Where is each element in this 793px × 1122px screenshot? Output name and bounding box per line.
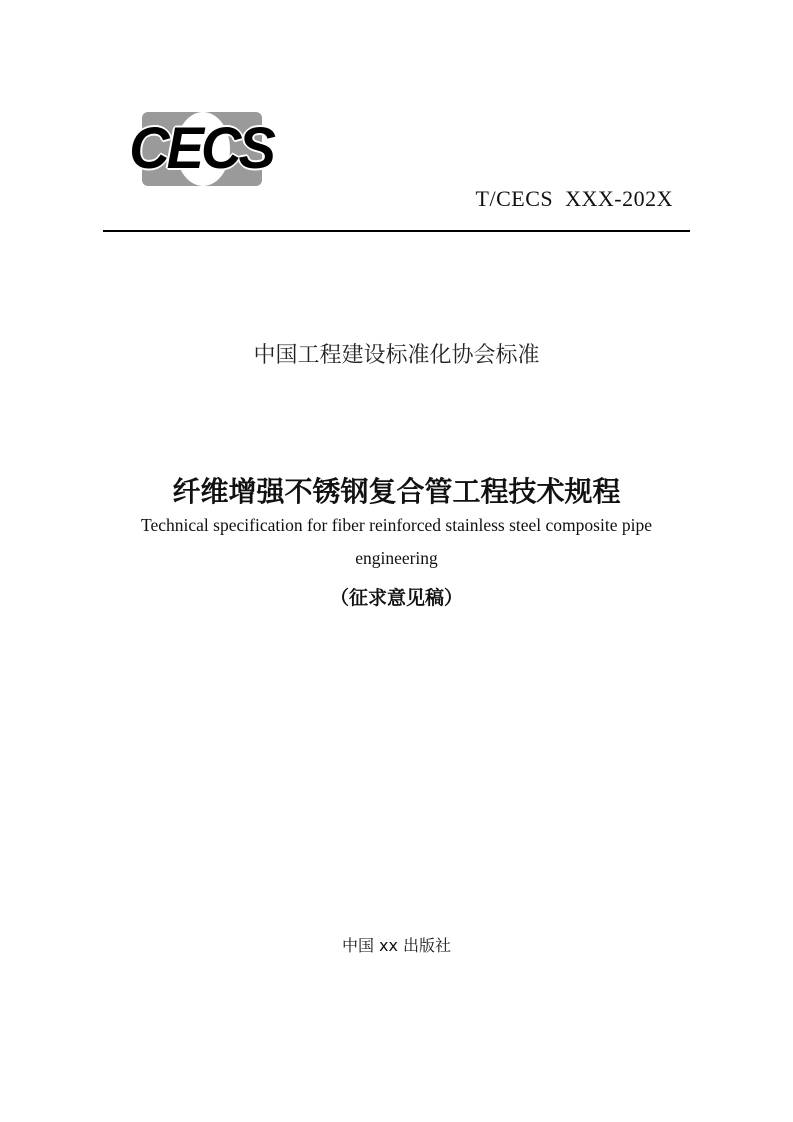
logo-text: CECS xyxy=(129,114,273,181)
publisher: 中国 xx 出版社 xyxy=(341,936,452,955)
organization-name: 中国工程建设标准化协会标准 xyxy=(253,343,540,368)
draft-label: （征求意见稿） xyxy=(329,587,463,609)
document-title-en-line1: Technical specification for fiber reinforced stainless steel composite pipe xyxy=(141,515,652,535)
document-title-cn: 纤维增强不锈钢复合管工程技术规程 xyxy=(172,475,621,508)
document-title-en-line2: engineering xyxy=(355,548,438,568)
cecs-logo xyxy=(128,110,274,188)
standard-code: T/CECS XXX-202X xyxy=(475,186,673,211)
header-divider xyxy=(103,230,690,232)
